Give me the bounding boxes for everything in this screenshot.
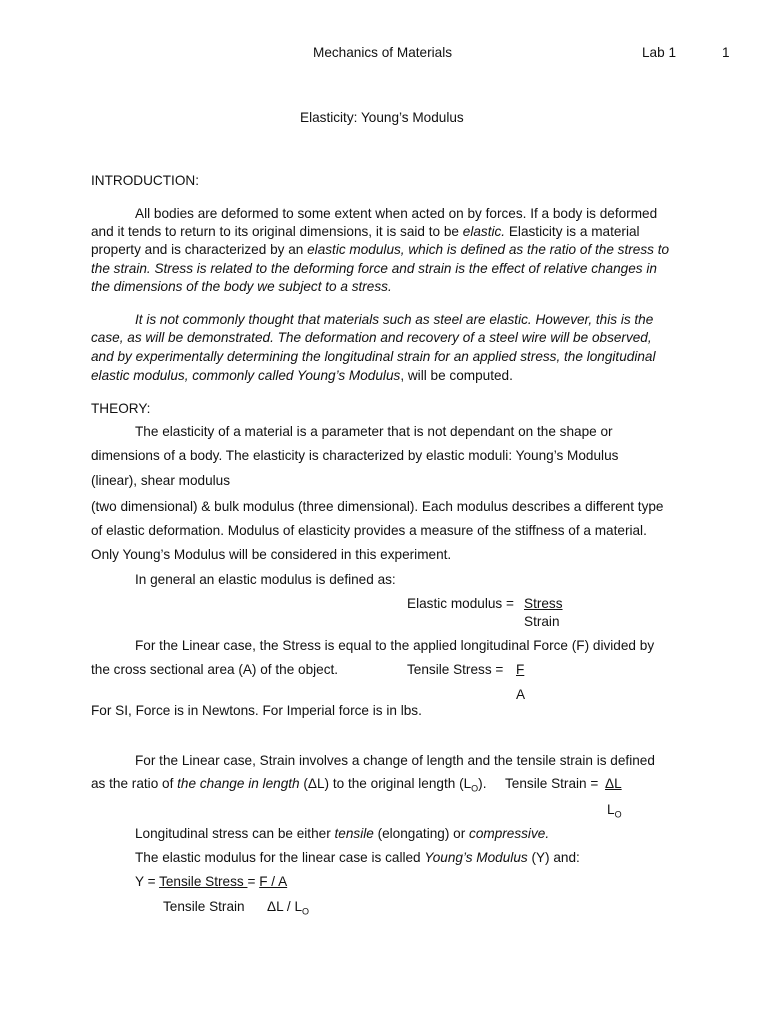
intro-p1-line5: the dimensions of the body we subject to a stress. xyxy=(91,279,392,294)
equation-elastic-modulus-denominator: Strain xyxy=(524,614,560,629)
document-title: Elasticity: Young’s Modulus xyxy=(300,110,464,125)
intro-p2-line1: It is not commonly thought that materials such as steel are elastic. However, this is the xyxy=(135,312,654,327)
theory-line9: the cross sectional area (A) of the object. xyxy=(91,662,339,677)
intro-p1-line1: All bodies are deformed to some extent when acted on by forces. If a body is deformed xyxy=(135,206,658,221)
theory-line6: Only Young’s Modulus will be considered in this experiment. xyxy=(91,547,452,562)
equation-tensile-strain-label: Tensile Strain = xyxy=(505,776,599,791)
equation-tensile-strain-numerator: ΔL xyxy=(605,776,622,791)
equation-youngs-modulus: Y = Tensile Stress = F / A xyxy=(135,874,288,889)
intro-p1-line2: and it tends to return to its original dimensions, it is said to be elastic. Elasticity is a material xyxy=(91,224,640,239)
equation-tensile-stress-label: Tensile Stress = xyxy=(407,662,504,677)
equation-tensile-stress-numerator: F xyxy=(516,662,525,677)
theory-line4: (two dimensional) & bulk modulus (three dimensional). Each modulus describes a different type xyxy=(91,499,664,514)
theory-line5: of elastic deformation. Modulus of elasticity provides a measure of the stiffness of a material. xyxy=(91,523,647,538)
theory-line7: In general an elastic modulus is defined as: xyxy=(135,572,396,587)
equation-tensile-stress-denominator: A xyxy=(516,687,526,702)
theory-line12: as the ratio of the change in length (ΔL) to the original length $(L_O)$. xyxy=(91,776,487,794)
equation-youngs-modulus-denominator: Tensile Strain xyxy=(163,899,245,914)
equation-elastic-modulus-label: Elastic modulus = xyxy=(407,596,514,611)
intro-p1-line4: the strain. Stress is related to the deforming force and strain is the effect of relative changes in xyxy=(91,261,657,276)
theory-heading: THEORY: xyxy=(91,401,151,416)
theory-line14: The elastic modulus for the linear case is called Young’s Modulus (Y) and: xyxy=(135,850,580,865)
introduction-heading: INTRODUCTION: xyxy=(91,173,199,188)
theory-line1: The elasticity of a material is a parameter that is not dependant on the shape or xyxy=(135,424,613,439)
equation-elastic-modulus-numerator: Stress xyxy=(524,596,563,611)
running-header-lab: Lab 1 xyxy=(642,45,677,60)
theory-line10: For SI, Force is in Newtons. For Imperial force is in lbs. xyxy=(91,703,422,718)
intro-p2-line3: and by experimentally determining the longitudinal strain for an applied stress, the longitudinal xyxy=(91,349,656,364)
equation-tensile-strain-denominator: $L_O$ xyxy=(607,802,622,820)
page-number: 1 xyxy=(722,45,730,60)
intro-p2-line4: elastic modulus, commonly called Young’s Modulus, will be computed. xyxy=(91,368,513,383)
intro-p1-line3: property and is characterized by an elastic modulus, which is defined as the ratio of the stress to xyxy=(91,242,670,257)
theory-line8: For the Linear case, the Stress is equal to the applied longitudinal Force (F) divided by xyxy=(135,638,655,653)
running-header-course: Mechanics of Materials xyxy=(313,45,453,60)
theory-line11: For the Linear case, Strain involves a change of length and the tensile strain is defined xyxy=(135,753,655,768)
theory-line13: Longitudinal stress can be either tensile (elongating) or compressive. xyxy=(135,826,550,841)
theory-line3: (linear), shear modulus xyxy=(91,473,231,488)
equation-youngs-modulus-denominator-formula: ΔL / $L_O$ xyxy=(267,899,310,917)
theory-line2: dimensions of a body. The elasticity is characterized by elastic moduli: Young’s Modulus xyxy=(91,448,619,463)
intro-p2-line2: case, as will be demonstrated. The deformation and recovery of a steel wire will be observed, xyxy=(91,330,652,345)
